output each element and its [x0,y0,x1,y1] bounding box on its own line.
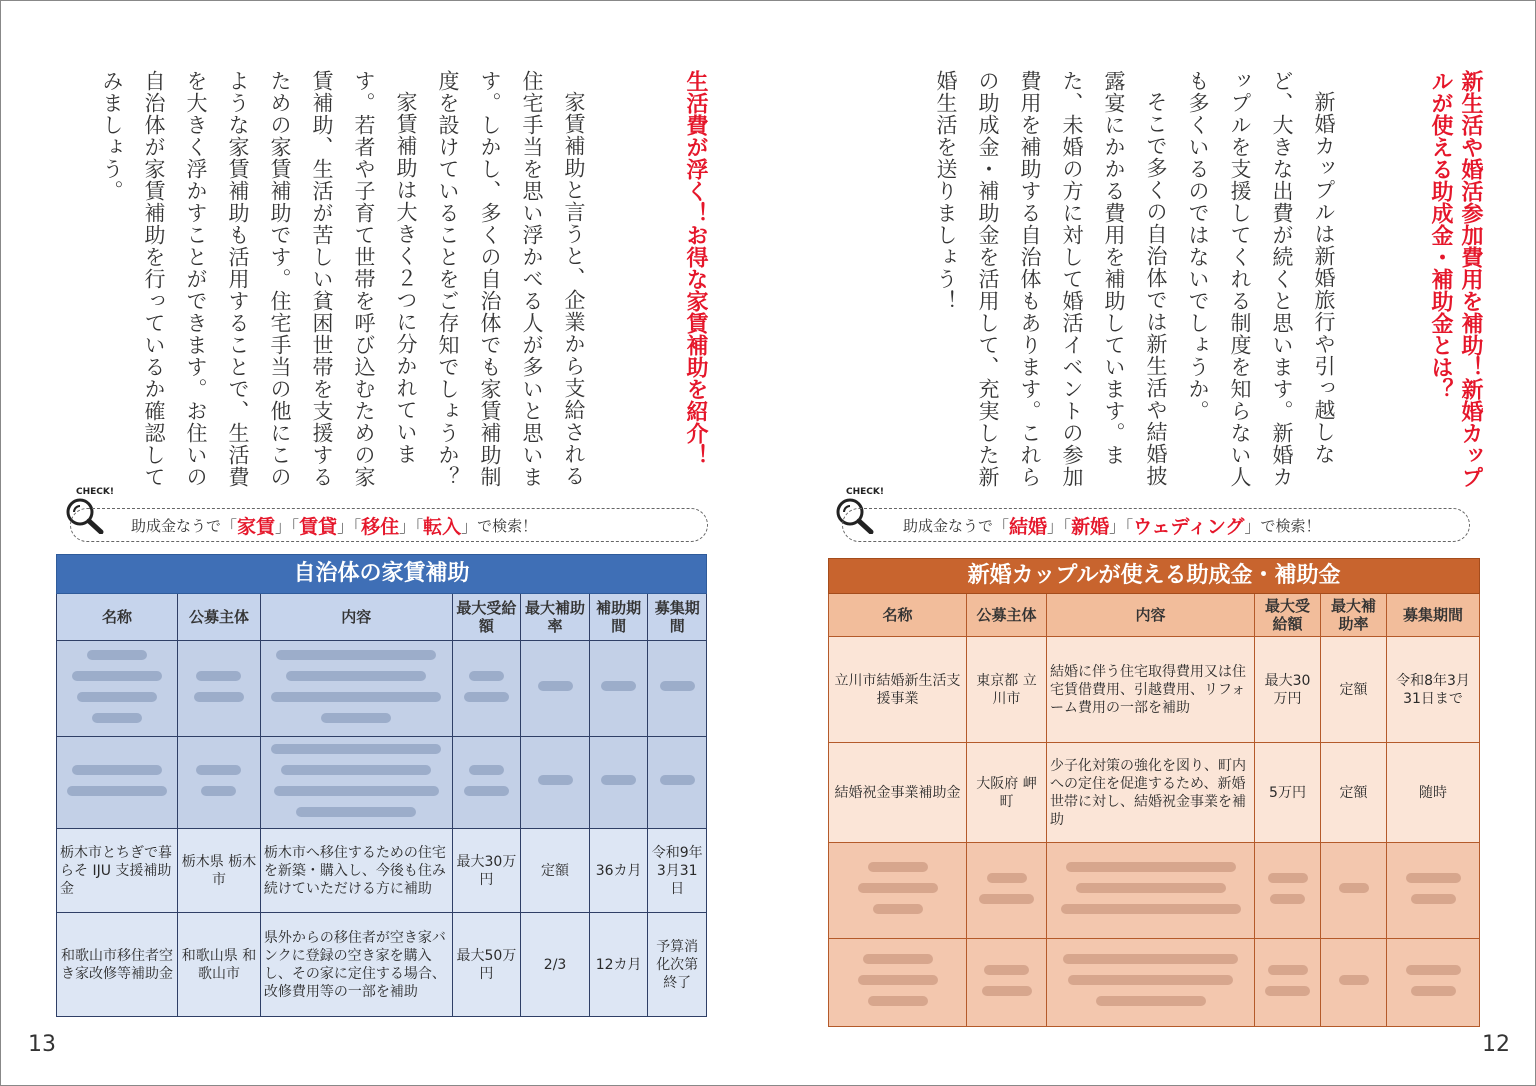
search-suffix: で検索！ [1260,516,1321,535]
search-prefix: 助成金なうで [131,516,222,535]
cell-rate: 定額 [1321,743,1387,843]
table-row [829,637,1480,743]
cell-name: 結婚祝金事業補助金 [829,743,967,843]
cell-content: 結婚に伴う住宅取得費用又は住宅賃借費用、引越費用、リフォーム費用の一部を補助 [1047,637,1255,743]
right-body [915,70,1345,490]
col-header: 最大受給額 [1255,594,1321,637]
cell-recruit: 予算消化次第終了 [648,913,707,1017]
cell-org: 東京都 立川市 [967,637,1047,743]
keyword-2: 賃貸 [299,515,338,538]
page-number-right: 12 [1482,1032,1510,1057]
svg-text:CHECK!: CHECK! [76,487,114,497]
left-paragraph-2: 家賃補助は大きく２つに分かれています。若者や子育て世帯を呼び込むための家賃補助、生活が苦しい貧困世帯を支援するための家賃補助です。住宅手当の他にこのような家賃補助も活用することで、生活費を大きく浮かすことができます。お住いの自治体が家賃補助を行っているか確認してみましょう。 [100,70,418,488]
col-header: 募集期間 [1387,594,1480,637]
blurred-row [829,843,1480,939]
keyword-2: 新婚 [1071,515,1110,538]
cell-period: 36カ月 [589,829,648,913]
cell-max: 5万円 [1255,743,1321,843]
table-row [829,743,1480,843]
cell-content: 栃木市へ移住するための住宅を新築・購入し、今後も住み続けていただける方に補助 [260,829,452,913]
blurred-row [829,939,1480,1027]
cell-org: 栃木県 栃木市 [178,829,261,913]
cell-name: 和歌山市移住者空き家改修等補助金 [57,913,178,1017]
cell-max: 最大50万円 [452,913,521,1017]
keyword-3: ウェディング [1133,515,1245,538]
cell-org: 和歌山県 和歌山市 [178,913,261,1017]
col-header: 内容 [1047,594,1255,637]
keyword-4: 転入 [423,515,462,538]
left-heading: 生活費が浮く！お得な家賃補助を紹介！ [683,70,708,466]
cell-org: 大阪府 岬町 [967,743,1047,843]
cell-max: 最大30万円 [1255,637,1321,743]
col-header: 内容 [260,594,452,641]
keyword-3: 移住 [361,515,400,538]
left-paragraph-1: 家賃補助と言うと、企業から支給される住宅手当を思い浮かべる人が多いと思います。しかし、多くの自治体でも家賃補助制度を設けていることをご存知でしょうか？ [436,70,586,488]
left-search-hint: 助成金なうで 「 家賃 」「 賃貸 」「 移住 」「 転入 」 で検索！ [70,508,708,542]
blurred-row [57,641,707,737]
cell-period: 12カ月 [589,913,648,1017]
cell-max: 最大30万円 [452,829,521,913]
col-header: 最大受給額 [452,594,521,641]
cell-content: 県外からの移住者が空き家バンクに登録の空き家を購入し、その家に定住する場合、改修費用等の一部を補助 [260,913,452,1017]
col-header: 最大補助率 [521,594,590,641]
col-header: 募集期間 [648,594,707,641]
marriage-grants-table [828,558,1480,1027]
page-number-left: 13 [28,1032,56,1057]
cell-content: 少子化対策の強化を図り、町内への定住を促進するため、新婚世帯に対し、結婚祝金事業を補助 [1047,743,1255,843]
col-header: 最大補助率 [1321,594,1387,637]
right-paragraph-1: 新婚カップルは新婚旅行や引っ越しなど、大きな出費が続くと思います。新婚カップルを支援してくれる制度を知らない人も多くいるのではないでしょうか。 [1186,70,1336,488]
blurred-row [57,737,707,829]
col-header: 名称 [829,594,967,637]
cell-rate: 2/3 [521,913,590,1017]
left-body [90,70,595,490]
right-paragraph-2: そこで多くの自治体では新生活や結婚披露宴にかかる費用を補助しています。また、未婚の方に対して婚活イベントの参加費用を補助する自治体もあります。これらの助成金・補助金を活用して、充実した新婚生活を送りましょう！ [934,70,1168,488]
col-header: 名称 [57,594,178,641]
cell-rate: 定額 [1321,637,1387,743]
right-heading: 新生活や婚活参加費用を補助！新婚カップルが使える助成金・補助金とは？ [1428,70,1483,488]
keyword-1: 結婚 [1009,515,1048,538]
col-header: 補助期間 [589,594,648,641]
table-row [57,829,707,913]
right-search-hint: 助成金なうで 「 結婚 」「 新婚 」「 ウェディング 」 で検索！ [842,508,1470,542]
col-header: 公募主体 [178,594,261,641]
cell-rate: 定額 [521,829,590,913]
cell-name: 栃木市とちぎで暮らそ IJU 支援補助金 [57,829,178,913]
col-header: 公募主体 [967,594,1047,637]
table-title: 新婚カップルが使える助成金・補助金 [829,559,1480,594]
cell-recruit: 令和9年3月31日 [648,829,707,913]
cell-name: 立川市結婚新生活支援事業 [829,637,967,743]
search-prefix: 助成金なうで [903,516,994,535]
keyword-1: 家賃 [237,515,276,538]
cell-recruit: 随時 [1387,743,1480,843]
table-row [57,913,707,1017]
search-suffix: で検索！ [477,516,538,535]
table-title: 自治体の家賃補助 [57,555,707,594]
rent-subsidy-table [56,554,707,1017]
cell-recruit: 令和8年3月31日まで [1387,637,1480,743]
svg-text:CHECK!: CHECK! [846,487,884,497]
